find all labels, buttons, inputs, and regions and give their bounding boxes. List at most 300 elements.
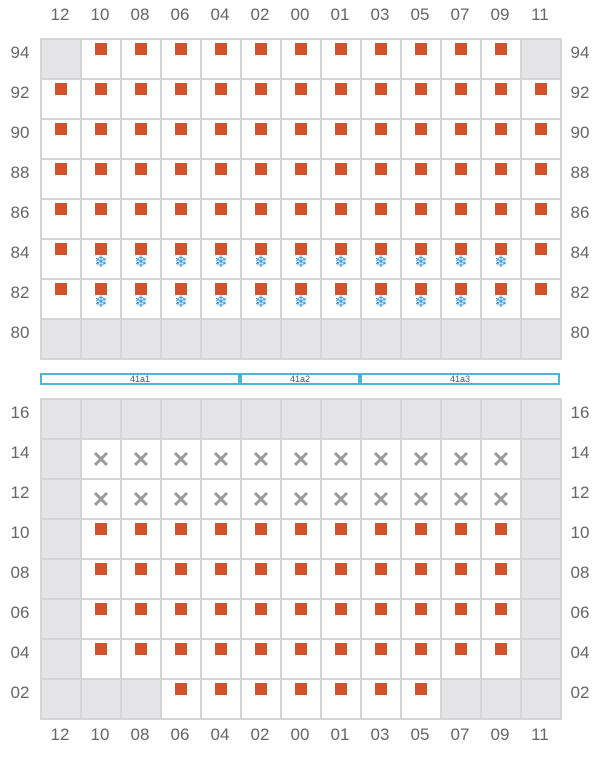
column-label-top: 04 xyxy=(210,5,230,24)
orange-square-icon xyxy=(415,83,427,95)
row-label-left: 84 xyxy=(10,243,30,262)
slot-cell xyxy=(322,320,362,360)
slot-cell[interactable] xyxy=(282,440,322,480)
slot-cell[interactable] xyxy=(202,280,242,320)
slot-cell[interactable] xyxy=(282,480,322,520)
slot-cell[interactable] xyxy=(162,240,202,280)
slot-cell[interactable] xyxy=(402,560,442,600)
slot-cell[interactable] xyxy=(82,80,122,120)
slot-cell[interactable] xyxy=(362,160,402,200)
slot-cell xyxy=(202,320,242,360)
slot-cell[interactable] xyxy=(402,280,442,320)
orange-square-icon xyxy=(175,603,187,615)
slot-cell[interactable] xyxy=(202,600,242,640)
slot-cell[interactable] xyxy=(162,560,202,600)
x-mark-icon: ✕ xyxy=(251,447,271,472)
slot-cell[interactable] xyxy=(402,600,442,640)
slot-cell[interactable] xyxy=(242,80,282,120)
slot-cell xyxy=(362,320,402,360)
slot-cell[interactable] xyxy=(322,640,362,680)
slot-cell xyxy=(42,400,82,440)
row-label-right: 16 xyxy=(570,403,590,422)
row-label-right: 88 xyxy=(570,163,590,182)
slot-cell[interactable] xyxy=(402,520,442,560)
slot-cell[interactable] xyxy=(82,560,122,600)
slot-cell[interactable] xyxy=(82,120,122,160)
snowflake-icon: ❄ xyxy=(294,254,308,271)
column-label-bottom: 00 xyxy=(290,725,310,744)
orange-square-icon xyxy=(295,523,307,535)
slot-cell[interactable] xyxy=(362,280,402,320)
x-mark-icon: ✕ xyxy=(211,447,231,472)
snowflake-icon: ❄ xyxy=(334,254,348,271)
column-label-top: 10 xyxy=(90,5,110,24)
slot-cell[interactable] xyxy=(242,160,282,200)
snowflake-icon: ❄ xyxy=(374,294,388,311)
snowflake-icon: ❄ xyxy=(494,254,508,271)
slot-cell[interactable] xyxy=(122,80,162,120)
slot-cell[interactable] xyxy=(242,200,282,240)
slot-cell xyxy=(522,520,562,560)
slot-cell[interactable] xyxy=(482,200,522,240)
row-label-left: 16 xyxy=(10,403,30,422)
slot-cell[interactable] xyxy=(402,640,442,680)
snowflake-icon: ❄ xyxy=(414,294,428,311)
orange-square-icon xyxy=(415,563,427,575)
slot-cell[interactable] xyxy=(162,80,202,120)
orange-square-icon xyxy=(495,163,507,175)
slot-cell[interactable] xyxy=(242,560,282,600)
orange-square-icon xyxy=(375,563,387,575)
slot-cell[interactable] xyxy=(82,640,122,680)
slot-cell[interactable] xyxy=(122,600,162,640)
slot-cell[interactable] xyxy=(362,200,402,240)
slot-cell[interactable] xyxy=(322,80,362,120)
slot-cell[interactable] xyxy=(402,80,442,120)
slot-cell[interactable] xyxy=(522,160,562,200)
row-label-left: 14 xyxy=(10,443,30,462)
slot-cell[interactable] xyxy=(122,520,162,560)
slot-cell[interactable] xyxy=(482,40,522,80)
slot-cell[interactable] xyxy=(362,240,402,280)
orange-square-icon xyxy=(375,43,387,55)
slot-cell[interactable] xyxy=(362,120,402,160)
slot-cell[interactable] xyxy=(442,440,482,480)
zone-label[interactable]: 41a1 xyxy=(40,373,240,385)
orange-square-icon xyxy=(295,643,307,655)
column-label-top: 00 xyxy=(290,5,310,24)
slot-cell[interactable] xyxy=(442,480,482,520)
slot-cell[interactable] xyxy=(482,280,522,320)
snowflake-icon: ❄ xyxy=(294,294,308,311)
slot-cell[interactable] xyxy=(322,560,362,600)
row-label-right: 08 xyxy=(570,563,590,582)
orange-square-icon xyxy=(335,43,347,55)
orange-square-icon xyxy=(375,123,387,135)
slot-cell[interactable] xyxy=(322,440,362,480)
slot-cell[interactable] xyxy=(122,560,162,600)
row-label-left: 04 xyxy=(10,643,30,662)
orange-square-icon xyxy=(95,83,107,95)
slot-cell[interactable] xyxy=(442,600,482,640)
slot-cell[interactable] xyxy=(42,160,82,200)
orange-square-icon xyxy=(215,603,227,615)
slot-cell[interactable] xyxy=(202,520,242,560)
slot-cell[interactable] xyxy=(202,480,242,520)
slot-cell[interactable] xyxy=(162,280,202,320)
slot-cell[interactable] xyxy=(362,680,402,720)
orange-square-icon xyxy=(295,163,307,175)
slot-cell[interactable] xyxy=(322,680,362,720)
slot-cell[interactable] xyxy=(42,120,82,160)
slot-cell[interactable] xyxy=(322,40,362,80)
row-label-right: 82 xyxy=(570,283,590,302)
orange-square-icon xyxy=(255,523,267,535)
slot-cell[interactable] xyxy=(242,480,282,520)
orange-square-icon xyxy=(175,683,187,695)
slot-cell[interactable] xyxy=(522,120,562,160)
row-label-right: 06 xyxy=(570,603,590,622)
slot-cell[interactable] xyxy=(322,120,362,160)
slot-cell[interactable] xyxy=(242,520,282,560)
slot-cell[interactable] xyxy=(202,40,242,80)
slot-cell xyxy=(42,640,82,680)
orange-square-icon xyxy=(535,283,547,295)
column-label-bottom: 10 xyxy=(90,725,110,744)
slot-cell[interactable] xyxy=(322,200,362,240)
slot-cell[interactable] xyxy=(322,600,362,640)
slot-cell[interactable] xyxy=(122,640,162,680)
slot-cell[interactable] xyxy=(282,560,322,600)
orange-square-icon xyxy=(495,123,507,135)
slot-cell[interactable] xyxy=(362,480,402,520)
slot-cell[interactable] xyxy=(282,200,322,240)
column-label-bottom: 04 xyxy=(210,725,230,744)
slot-cell[interactable] xyxy=(242,600,282,640)
orange-square-icon xyxy=(95,43,107,55)
slot-cell[interactable] xyxy=(202,440,242,480)
slot-cell[interactable] xyxy=(202,560,242,600)
slot-cell[interactable] xyxy=(122,40,162,80)
slot-cell[interactable] xyxy=(482,240,522,280)
orange-square-icon xyxy=(55,203,67,215)
orange-square-icon xyxy=(255,203,267,215)
row-label-right: 14 xyxy=(570,443,590,462)
slot-cell[interactable] xyxy=(282,640,322,680)
slot-cell[interactable] xyxy=(442,560,482,600)
orange-square-icon xyxy=(55,283,67,295)
row-label-left: 82 xyxy=(10,283,30,302)
orange-square-icon xyxy=(375,83,387,95)
orange-square-icon xyxy=(175,523,187,535)
slot-cell xyxy=(482,320,522,360)
slot-cell[interactable] xyxy=(162,200,202,240)
slot-cell[interactable] xyxy=(522,240,562,280)
slot-cell xyxy=(122,320,162,360)
orange-square-icon xyxy=(495,43,507,55)
row-label-left: 02 xyxy=(10,683,30,702)
x-mark-icon: ✕ xyxy=(371,487,391,512)
orange-square-icon xyxy=(295,683,307,695)
orange-square-icon xyxy=(175,643,187,655)
slot-cell[interactable] xyxy=(82,200,122,240)
column-label-bottom: 12 xyxy=(50,725,70,744)
slot-cell[interactable] xyxy=(282,120,322,160)
slot-cell xyxy=(442,320,482,360)
slot-cell[interactable] xyxy=(442,160,482,200)
slot-cell[interactable] xyxy=(362,440,402,480)
snowflake-icon: ❄ xyxy=(174,254,188,271)
slot-cell[interactable] xyxy=(322,160,362,200)
slot-cell[interactable] xyxy=(442,200,482,240)
slot-cell[interactable] xyxy=(242,440,282,480)
orange-square-icon xyxy=(415,123,427,135)
orange-square-icon xyxy=(455,523,467,535)
slot-cell[interactable] xyxy=(242,40,282,80)
orange-square-icon xyxy=(95,523,107,535)
snowflake-icon: ❄ xyxy=(214,254,228,271)
slot-cell[interactable] xyxy=(442,40,482,80)
x-mark-icon: ✕ xyxy=(451,487,471,512)
x-mark-icon: ✕ xyxy=(211,487,231,512)
slot-cell[interactable] xyxy=(282,520,322,560)
slot-cell[interactable] xyxy=(442,640,482,680)
slot-cell[interactable] xyxy=(362,40,402,80)
orange-square-icon xyxy=(95,163,107,175)
slot-cell[interactable] xyxy=(442,520,482,560)
slot-cell[interactable] xyxy=(282,280,322,320)
slot-cell[interactable] xyxy=(282,240,322,280)
row-label-left: 12 xyxy=(10,483,30,502)
slot-cell[interactable] xyxy=(202,120,242,160)
slot-cell[interactable] xyxy=(42,80,82,120)
orange-square-icon xyxy=(375,523,387,535)
slot-cell[interactable] xyxy=(522,80,562,120)
slot-cell[interactable] xyxy=(242,120,282,160)
slot-cell[interactable] xyxy=(282,600,322,640)
column-label-top: 05 xyxy=(410,5,430,24)
orange-square-icon xyxy=(135,203,147,215)
slot-cell[interactable] xyxy=(122,120,162,160)
slot-cell xyxy=(42,560,82,600)
slot-cell[interactable] xyxy=(242,640,282,680)
slot-cell[interactable] xyxy=(82,600,122,640)
slot-cell xyxy=(522,320,562,360)
orange-square-icon xyxy=(215,123,227,135)
orange-square-icon xyxy=(335,203,347,215)
slot-cell[interactable] xyxy=(202,640,242,680)
x-mark-icon: ✕ xyxy=(291,447,311,472)
slot-cell[interactable] xyxy=(202,160,242,200)
slot-cell[interactable] xyxy=(362,600,402,640)
row-label-left: 80 xyxy=(10,323,30,342)
slot-cell[interactable] xyxy=(202,240,242,280)
row-label-right: 94 xyxy=(570,43,590,62)
slot-cell[interactable] xyxy=(82,480,122,520)
orange-square-icon xyxy=(255,43,267,55)
slot-cell[interactable] xyxy=(82,280,122,320)
orange-square-icon xyxy=(295,203,307,215)
orange-square-icon xyxy=(95,123,107,135)
x-mark-icon: ✕ xyxy=(171,487,191,512)
orange-square-icon xyxy=(95,203,107,215)
slot-cell[interactable] xyxy=(162,440,202,480)
slot-cell[interactable] xyxy=(122,160,162,200)
slot-cell[interactable] xyxy=(202,680,242,720)
orange-square-icon xyxy=(215,83,227,95)
orange-square-icon xyxy=(335,603,347,615)
snowflake-icon: ❄ xyxy=(414,254,428,271)
snowflake-icon: ❄ xyxy=(134,254,148,271)
slot-cell[interactable] xyxy=(82,520,122,560)
orange-square-icon xyxy=(415,163,427,175)
slot-cell[interactable] xyxy=(162,160,202,200)
slot-cell[interactable] xyxy=(162,120,202,160)
slot-cell[interactable] xyxy=(522,280,562,320)
orange-square-icon xyxy=(495,563,507,575)
zone-bar xyxy=(40,373,560,385)
slot-cell[interactable] xyxy=(482,560,522,600)
slot-cell[interactable] xyxy=(322,280,362,320)
slot-cell[interactable] xyxy=(362,80,402,120)
orange-square-icon xyxy=(455,203,467,215)
slot-cell[interactable] xyxy=(82,40,122,80)
slot-cell[interactable] xyxy=(122,200,162,240)
slot-cell[interactable] xyxy=(282,680,322,720)
orange-square-icon xyxy=(375,643,387,655)
column-label-bottom: 09 xyxy=(490,725,510,744)
slot-cell[interactable] xyxy=(162,520,202,560)
orange-square-icon xyxy=(135,43,147,55)
slot-cell[interactable] xyxy=(162,640,202,680)
zone-label[interactable]: 41a3 xyxy=(360,373,560,385)
slot-cell[interactable] xyxy=(162,680,202,720)
orange-square-icon xyxy=(175,123,187,135)
slot-cell[interactable] xyxy=(522,200,562,240)
x-mark-icon: ✕ xyxy=(491,487,511,512)
orange-square-icon xyxy=(455,43,467,55)
slot-cell[interactable] xyxy=(282,80,322,120)
slot-cell[interactable] xyxy=(442,120,482,160)
orange-square-icon xyxy=(415,603,427,615)
slot-cell[interactable] xyxy=(402,240,442,280)
slot-cell[interactable] xyxy=(402,40,442,80)
orange-square-icon xyxy=(295,43,307,55)
x-mark-icon: ✕ xyxy=(491,447,511,472)
slot-cell[interactable] xyxy=(482,160,522,200)
slot-cell[interactable] xyxy=(282,160,322,200)
slot-cell[interactable] xyxy=(442,80,482,120)
slot-cell xyxy=(122,680,162,720)
slot-cell[interactable] xyxy=(322,240,362,280)
orange-square-icon xyxy=(335,683,347,695)
slot-cell[interactable] xyxy=(322,520,362,560)
slot-cell[interactable] xyxy=(482,120,522,160)
slot-cell xyxy=(242,320,282,360)
row-label-right: 12 xyxy=(570,483,590,502)
slot-cell xyxy=(162,320,202,360)
row-label-right: 86 xyxy=(570,203,590,222)
slot-cell[interactable] xyxy=(42,200,82,240)
slot-cell[interactable] xyxy=(482,600,522,640)
slot-cell[interactable] xyxy=(242,240,282,280)
snowflake-icon: ❄ xyxy=(454,294,468,311)
zone-label[interactable]: 41a2 xyxy=(240,373,360,385)
column-label-bottom: 07 xyxy=(450,725,470,744)
column-label-top: 01 xyxy=(330,5,350,24)
slot-cell[interactable] xyxy=(202,80,242,120)
row-label-right: 92 xyxy=(570,83,590,102)
slot-cell xyxy=(42,320,82,360)
slot-cell[interactable] xyxy=(242,280,282,320)
column-label-bottom: 11 xyxy=(531,725,549,744)
orange-square-icon xyxy=(135,563,147,575)
slot-cell[interactable] xyxy=(282,40,322,80)
x-mark-icon: ✕ xyxy=(251,487,271,512)
slot-cell[interactable] xyxy=(482,440,522,480)
slot-cell[interactable] xyxy=(402,160,442,200)
slot-cell[interactable] xyxy=(482,80,522,120)
slot-cell[interactable] xyxy=(322,480,362,520)
slot-cell[interactable] xyxy=(402,480,442,520)
orange-square-icon xyxy=(215,643,227,655)
slot-cell[interactable] xyxy=(82,160,122,200)
slot-cell[interactable] xyxy=(402,440,442,480)
slot-cell[interactable] xyxy=(362,560,402,600)
slot-cell[interactable] xyxy=(162,40,202,80)
slot-cell[interactable] xyxy=(482,480,522,520)
row-label-left: 94 xyxy=(10,43,30,62)
slot-cell[interactable] xyxy=(442,280,482,320)
snowflake-icon: ❄ xyxy=(94,294,108,311)
slot-cell[interactable] xyxy=(242,680,282,720)
slot-cell[interactable] xyxy=(362,520,402,560)
slot-cell[interactable] xyxy=(122,240,162,280)
slot-cell[interactable] xyxy=(402,680,442,720)
slot-cell[interactable] xyxy=(362,640,402,680)
orange-square-icon xyxy=(55,163,67,175)
slot-cell[interactable] xyxy=(202,200,242,240)
orange-square-icon xyxy=(135,603,147,615)
slot-cell[interactable] xyxy=(162,480,202,520)
slot-cell xyxy=(162,400,202,440)
slot-cell[interactable] xyxy=(82,240,122,280)
slot-cell[interactable] xyxy=(482,640,522,680)
slot-cell[interactable] xyxy=(162,600,202,640)
x-mark-icon: ✕ xyxy=(411,447,431,472)
slot-cell[interactable] xyxy=(82,440,122,480)
column-label-bottom: 03 xyxy=(370,725,390,744)
row-label-left: 10 xyxy=(10,523,30,542)
slot-cell[interactable] xyxy=(402,120,442,160)
slot-cell[interactable] xyxy=(402,200,442,240)
x-mark-icon: ✕ xyxy=(451,447,471,472)
slot-cell[interactable] xyxy=(122,440,162,480)
orange-square-icon xyxy=(215,683,227,695)
slot-cell[interactable] xyxy=(122,480,162,520)
slot-cell[interactable] xyxy=(122,280,162,320)
slot-cell[interactable] xyxy=(42,240,82,280)
slot-cell[interactable] xyxy=(42,280,82,320)
slot-cell xyxy=(122,400,162,440)
orange-square-icon xyxy=(495,83,507,95)
slot-cell[interactable] xyxy=(482,520,522,560)
row-label-left: 08 xyxy=(10,563,30,582)
orange-square-icon xyxy=(175,563,187,575)
slot-cell[interactable] xyxy=(442,240,482,280)
row-label-right: 84 xyxy=(570,243,590,262)
orange-square-icon xyxy=(455,123,467,135)
